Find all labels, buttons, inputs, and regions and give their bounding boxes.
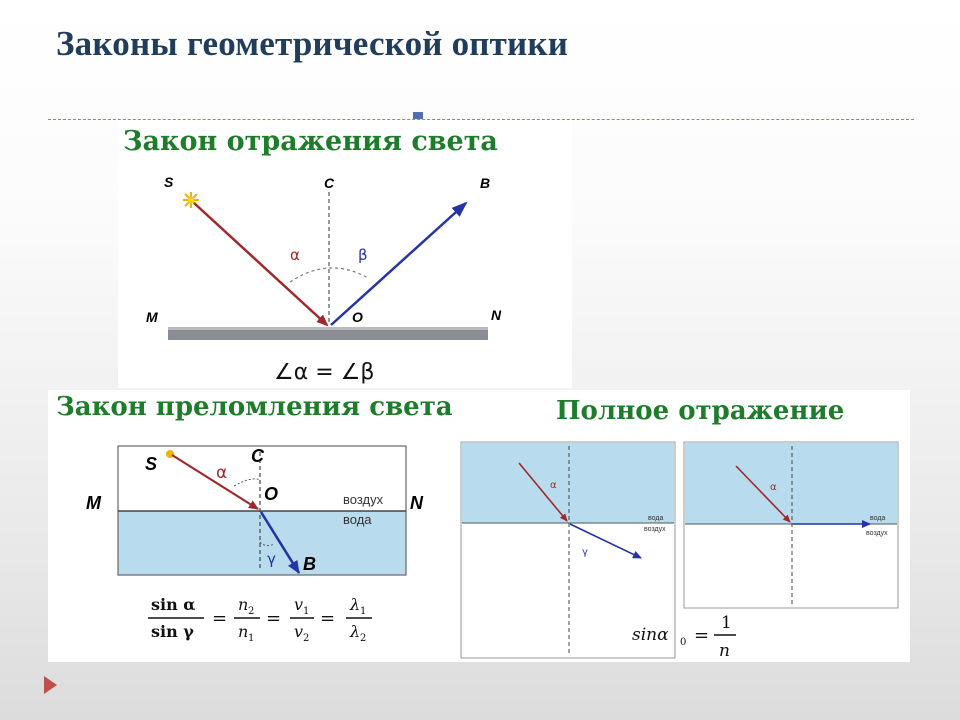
equals-sign: = [320, 608, 336, 629]
angle-alpha-label: α [290, 246, 300, 264]
slide-title: Законы геометрической оптики [56, 24, 569, 63]
point-o-label: O [352, 309, 363, 325]
formula-v-denominator: v [294, 622, 304, 641]
medium-water-label: вода [343, 512, 372, 527]
angle-gamma-label: γ [267, 550, 276, 568]
total-reflection-heading: Полное отражение [556, 396, 845, 426]
reflection-formula: ∠α = ∠β [274, 360, 375, 385]
reflection-panel [118, 120, 572, 388]
formula-lambda-numerator-sub: 1 [360, 606, 367, 617]
formula-lambda-denominator: λ [350, 622, 361, 641]
reflected-ray [331, 203, 466, 325]
point-b-label: B [480, 175, 491, 191]
reflection-heading: Закон отражения света [123, 126, 498, 157]
formula-lambda-denominator-sub: 2 [360, 633, 367, 644]
point-m-label: M [146, 309, 158, 325]
medium-air-label: воздух [866, 530, 888, 537]
equals-sign: = [694, 625, 710, 646]
divider-accent [413, 112, 423, 119]
formula-lhs-sub: 0 [680, 637, 687, 648]
angle-beta-label: β [358, 246, 368, 264]
reflection-diagram [118, 120, 572, 388]
incident-ray [194, 203, 327, 325]
formula-v-numerator-sub: 1 [303, 606, 310, 617]
point-s-label: S [145, 454, 158, 474]
refraction-diagrams [48, 390, 910, 662]
refraction-panel [48, 390, 910, 662]
incident-ray [172, 455, 258, 509]
snell-formula [148, 595, 372, 644]
angle-alpha-label: α [550, 480, 557, 491]
point-n-label: N [491, 307, 502, 323]
medium-air-label: воздух [644, 526, 666, 533]
refraction-heading: Закон преломления света [56, 392, 453, 422]
refraction-diagram [86, 446, 424, 575]
equals-sign: = [212, 608, 228, 629]
formula-lambda-numerator: λ [350, 595, 361, 614]
point-o-label: O [264, 484, 279, 504]
water-region [685, 443, 897, 524]
point-m-label: M [86, 493, 101, 513]
formula-lhs-denominator: sin γ [151, 622, 194, 641]
medium-water-label: вода [648, 515, 664, 522]
water-region [462, 443, 674, 523]
formula-v-numerator: v [294, 595, 304, 614]
formula-denominator: n [719, 641, 730, 661]
formula-n-denominator: n [238, 622, 249, 641]
formula-lhs: sinα [632, 625, 669, 645]
formula-numerator: 1 [721, 613, 732, 633]
total-reflection-diagram [684, 442, 898, 608]
point-b-label: B [303, 554, 316, 574]
point-n-label: N [410, 493, 423, 513]
formula-lhs-numerator: sin α [151, 595, 196, 614]
angle-alpha-label: α [770, 482, 777, 493]
angle-alpha-label: α [216, 463, 228, 483]
point-c-label: C [251, 446, 264, 466]
slide-bullet-icon [44, 676, 57, 694]
angle-gamma-label: γ [582, 547, 588, 558]
formula-n-denominator-sub: 1 [248, 633, 255, 644]
formula-v-denominator-sub: 2 [303, 633, 310, 644]
point-s-label: S [164, 174, 174, 190]
point-c-label: C [324, 175, 335, 191]
formula-n-numerator-sub: 2 [248, 606, 255, 617]
medium-air-label: воздух [343, 492, 384, 507]
medium-water-label: вода [870, 515, 886, 522]
equals-sign: = [266, 608, 282, 629]
formula-n-numerator: n [238, 595, 249, 614]
